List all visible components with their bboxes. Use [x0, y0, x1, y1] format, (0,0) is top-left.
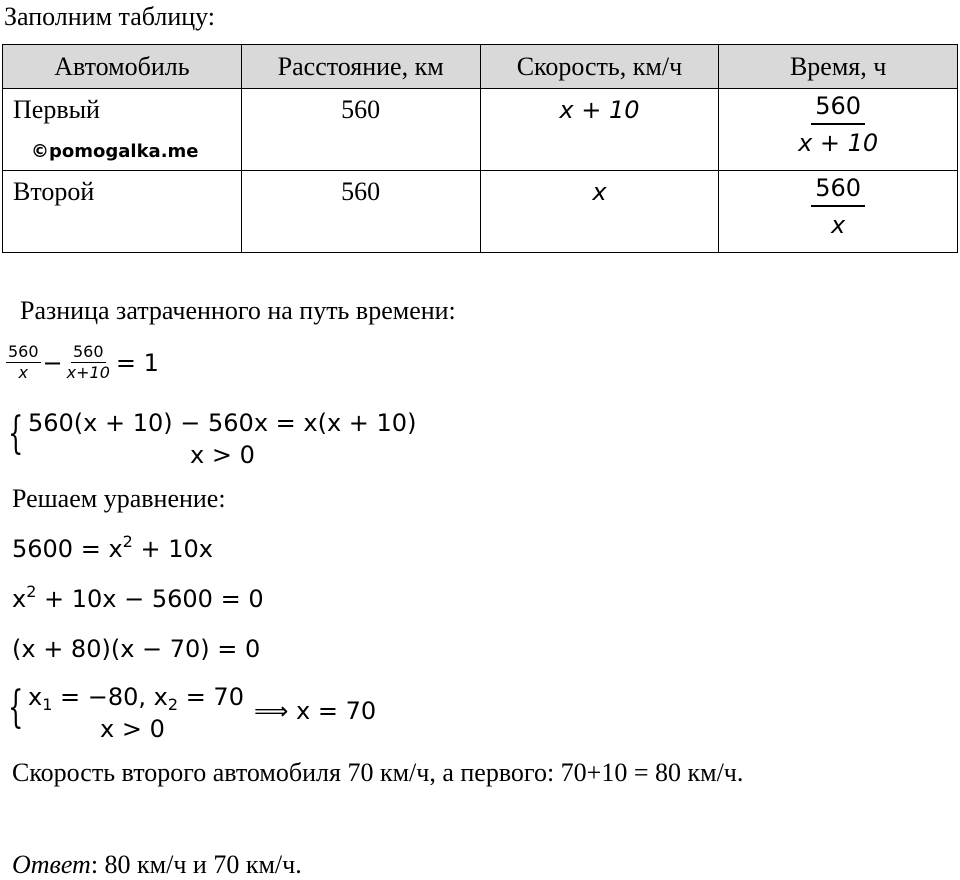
step-1: $5600 = x^2 + 10x$ [12, 532, 213, 563]
step-2: $x^2 + 10x - 5600 = 0$ [12, 582, 264, 613]
answer [12, 850, 302, 880]
cell-time [719, 89, 958, 171]
answer-label: Ответ [12, 850, 91, 879]
time-fraction [794, 89, 882, 161]
fraction-b-num: 560 [73, 342, 104, 361]
implies-result: ⟹ x = 70 [254, 697, 377, 725]
intro-text: Заполним таблицу: [4, 2, 216, 31]
header-car: Автомобиль [3, 45, 242, 89]
speed-expr: x [592, 178, 607, 206]
minus-sign: − [42, 348, 63, 377]
fraction-b [65, 342, 112, 383]
cell-distance: 560 [241, 89, 480, 171]
system-brace: { [8, 408, 24, 459]
equation-1 [6, 342, 159, 383]
cell-speed [480, 89, 719, 171]
time-numerator: 560 [811, 89, 865, 125]
header-time: Время, ч [719, 45, 958, 89]
watermark: ©pomogalka.me [31, 141, 199, 162]
fraction-a-den: x [18, 363, 28, 382]
time-difference-label: Разница затраченного на путь времени: [20, 296, 456, 325]
table-header-row [3, 45, 958, 89]
cell-time [719, 171, 958, 253]
equation-rhs: = 1 [115, 348, 159, 377]
system-2-line-1: $x_1 = -80$, $x_2 = 70$ [28, 683, 244, 714]
header-distance: Расстояние, км [241, 45, 480, 89]
table-row [3, 89, 958, 171]
system-brace: { [8, 682, 24, 733]
cell-car [3, 89, 242, 171]
system-1-line-1: 560(x + 10) − 560x = x(x + 10) [28, 409, 417, 437]
time-denominator: x + 10 [798, 129, 879, 157]
fraction-a-num: 560 [8, 342, 39, 361]
answer-text: : 80 км/ч и 70 км/ч. [90, 850, 302, 879]
cell-distance: 560 [241, 171, 480, 253]
system-1-line-2: x > 0 [190, 441, 255, 469]
system-2-line-2: x > 0 [100, 715, 165, 743]
time-denominator: x [831, 211, 846, 239]
speed-conclusion: Скорость второго автомобиля 70 км/ч, а первого: 70+10 = 80 км/ч. [12, 758, 744, 787]
time-numerator: 560 [811, 171, 865, 207]
speed-expr: x + 10 [559, 96, 640, 124]
time-fraction [811, 171, 865, 243]
fraction-b-den: x+10 [66, 363, 110, 382]
header-speed: Скорость, км/ч [480, 45, 719, 89]
fraction-a [6, 342, 41, 383]
data-table [2, 44, 958, 253]
table-row [3, 171, 958, 253]
solve-label: Решаем уравнение: [12, 484, 226, 513]
cell-speed [480, 171, 719, 253]
step-3: (x + 80)(x − 70) = 0 [12, 635, 261, 663]
cell-car: Второй [3, 171, 242, 253]
car-name: Первый [13, 95, 100, 124]
